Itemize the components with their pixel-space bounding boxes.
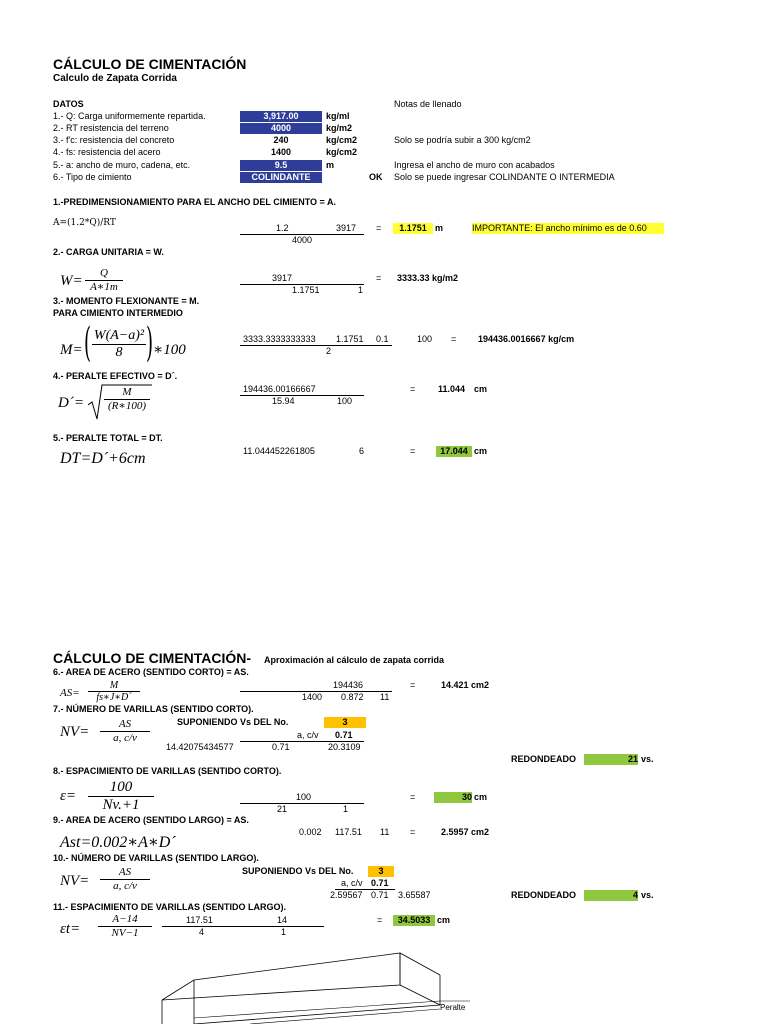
peralte-label: Peralte	[440, 1003, 466, 1012]
step6-formula-lhs: AS=	[60, 687, 80, 699]
step5-unit: cm	[474, 446, 488, 456]
step6-formula-fraction	[88, 680, 140, 703]
step8-heading: 8.- ESPACIMIENTO DE VARILLAS (SENTIDO CORTO).	[53, 766, 282, 776]
step6-eq: =	[410, 680, 416, 690]
step10-redondeado: REDONDEADO	[511, 890, 577, 900]
step2-den2: 1	[358, 285, 364, 295]
input-label-a: 5.- a: ancho de muro, cadena, etc.	[53, 160, 191, 170]
step11-heading: 11.- ESPACIMIENTO DE VARILLAS (SENTIDO LARGO).	[53, 902, 287, 912]
step11-num2: 14	[277, 915, 288, 925]
step5-v2: 6	[359, 446, 365, 456]
footing-drawing	[150, 945, 490, 1024]
step11-unit: cm	[437, 915, 451, 925]
input-rt-unit: kg/m2	[326, 123, 353, 133]
step4-result: 11.044	[438, 384, 466, 394]
step3-num2: 1.1751	[336, 334, 364, 344]
step1-heading: 1.-PREDIMENSIONAMIENTO PARA EL ANCHO DEL CIMIENTO = A.	[53, 197, 336, 207]
input-q-unit: kg/ml	[326, 111, 350, 121]
step4-unit: cm	[474, 384, 488, 394]
input-fc-unit: kg/cm2	[326, 135, 358, 145]
step7-formula-fraction	[100, 718, 150, 745]
step10-v2: 0.71	[371, 890, 389, 900]
input-fs-cell[interactable]: 1400	[270, 147, 292, 157]
step8-num: 100	[296, 792, 312, 802]
step4-formula-den: (R∗100)	[107, 400, 147, 412]
step4-den1: 15.94	[272, 396, 295, 406]
ok-status: OK	[369, 172, 383, 182]
step8-eq: =	[410, 792, 416, 802]
step10-formula-num: AS	[118, 866, 132, 878]
section2-title: CÁLCULO DE CIMENTACIÓN-	[53, 650, 252, 666]
step6-num: 194436	[333, 680, 364, 690]
step10-v1: 2.59567	[330, 890, 363, 900]
step2-formula-den: A∗1m	[90, 281, 118, 293]
step3-formula-num: W(A−a)²	[93, 328, 145, 343]
step6-heading: 6.- AREA DE ACERO (SENTIDO CORTO) = AS.	[53, 667, 249, 677]
step1-num2: 3917	[336, 223, 357, 233]
step3-den: 2	[326, 346, 332, 356]
step3-num4: 100	[417, 334, 433, 344]
step11-den2: 1	[281, 927, 287, 937]
input-fc-cell[interactable]: 240	[273, 135, 289, 145]
step9-eq: =	[410, 827, 416, 837]
step8-formula-den: Nv.+1	[102, 797, 140, 813]
step10-suponiendo: SUPONIENDO Vs DEL No.	[242, 866, 354, 876]
step2-formula-lhs: W=	[60, 273, 83, 289]
step7-v3: 20.3109	[328, 742, 361, 752]
input-label-q: 1.- Q: Carga uniformemente repartida.	[53, 111, 206, 121]
step3-eq: =	[451, 334, 457, 344]
step8-den2: 1	[343, 804, 349, 814]
step2-num: 3917	[272, 273, 293, 283]
step3-formula-lhs: M=	[60, 342, 83, 358]
step2-heading: 2.- CARGA UNITARIA = W.	[53, 247, 164, 257]
page-subtitle: Calculo de Zapata Corrida	[53, 73, 177, 84]
step10-formula-fraction	[100, 866, 150, 893]
step10-rounded: 4	[584, 890, 638, 901]
step1-warning: IMPORTANTE: El ancho mínimo es de 0.60	[472, 223, 664, 234]
step7-vs: vs.	[641, 754, 654, 764]
input-fc-note: Solo se podría subir a 300 kg/cm2	[394, 135, 531, 145]
step8-formula-num: 100	[109, 779, 133, 795]
step10-heading: 10.- NÚMERO DE VARILLAS (SENTIDO LARGO).	[53, 853, 259, 863]
step11-eq: =	[377, 915, 383, 925]
step5-v1: 11.044452261805	[243, 446, 315, 456]
step4-formula-num: M	[122, 386, 132, 398]
step3-formula-den: 8	[115, 345, 123, 360]
step1-eq: =	[376, 223, 382, 233]
step4-eq: =	[410, 384, 416, 394]
step7-redondeado: REDONDEADO	[511, 754, 577, 764]
step7-formula-lhs: NV=	[60, 724, 90, 740]
step5-result: 17.044	[436, 446, 472, 457]
step10-formula-den: a, c/v	[113, 880, 137, 892]
input-fs-unit: kg/cm2	[326, 147, 358, 157]
step3-paren-left: (	[84, 320, 92, 366]
step11-formula-lhs: εt=	[60, 921, 81, 937]
step6-den2: 0.872	[341, 692, 364, 702]
step6-formula-den: fs∗J∗D´	[96, 692, 132, 703]
step1-num1: 1.2	[276, 223, 289, 233]
input-label-tipo: 6.- Tipo de cimiento	[53, 172, 132, 182]
step10-acv-label: a, c/v	[341, 878, 363, 888]
step3-paren-right: )	[146, 320, 154, 366]
step10-formula-lhs: NV=	[60, 873, 90, 889]
step8-formula-fraction	[88, 779, 154, 814]
input-a-note: Ingresa el ancho de muro con acabados	[394, 160, 555, 170]
step6-den1: 1400	[302, 692, 323, 702]
step7-formula-den: a, c/v	[113, 732, 137, 744]
step4-num: 194436.00166667	[243, 384, 316, 394]
step6-den3: 11	[380, 692, 390, 702]
step7-rounded: 21	[584, 754, 638, 765]
step2-eq: =	[376, 273, 382, 283]
step5-formula: DT=D´+6cm	[60, 450, 146, 467]
notes-header: Notas de llenado	[394, 99, 462, 109]
step7-heading: 7.- NÚMERO DE VARILLAS (SENTIDO CORTO).	[53, 704, 254, 714]
step2-result: 3333.33 kg/m2	[397, 273, 459, 283]
input-label-fs: 4.- fs: resistencia del acero	[53, 147, 161, 157]
step3-heading2: PARA CIMIENTO INTERMEDIO	[53, 308, 183, 318]
step4-den2: 100	[337, 396, 353, 406]
step1-formula: A=(1.2*Q)/RT	[53, 218, 116, 228]
step3-fraction-line	[240, 345, 392, 346]
page-title: CÁLCULO DE CIMENTACIÓN	[53, 56, 247, 72]
step9-v3: 11	[380, 827, 390, 837]
step3-formula-tail: ∗100	[153, 342, 186, 358]
step5-eq: =	[410, 446, 416, 456]
input-label-fc: 3.- f'c: resistencia del concreto	[53, 135, 175, 145]
step9-heading: 9.- AREA DE ACERO (SENTIDO LARGO) = AS.	[53, 815, 249, 825]
step3-heading: 3.- MOMENTO FLEXIONANTE = M.	[53, 296, 200, 306]
step7-bar-number[interactable]: 3	[324, 717, 366, 728]
input-q-cell[interactable]: 3,917.00	[240, 111, 322, 122]
step10-v3: 3.65587	[398, 890, 431, 900]
input-a-unit: m	[326, 160, 335, 170]
step7-acv-label: a, c/v	[297, 730, 319, 740]
step7-formula-num: AS	[118, 718, 132, 730]
input-a-cell[interactable]: 9.5	[240, 160, 322, 171]
step11-den1: 4	[199, 927, 205, 937]
step9-result: 2.5957 cm2	[441, 827, 490, 837]
step7-acv-value: 0.71	[335, 730, 353, 740]
step6-result: 14.421 cm2	[441, 680, 490, 690]
datos-label: DATOS	[53, 99, 84, 109]
section2-title-note: Aproximación al cálculo de zapata corrida	[264, 655, 445, 665]
step7-v2: 0.71	[272, 742, 290, 752]
step11-formula-den: NV−1	[111, 927, 139, 939]
step2-formula-fraction	[85, 267, 123, 294]
step3-formula-fraction	[92, 328, 146, 361]
step11-result: 34.5033	[393, 915, 435, 926]
step4-formula-fraction	[104, 386, 150, 413]
step11-formula-fraction	[98, 913, 152, 940]
step11-fraction-line	[162, 926, 324, 927]
step5-heading: 5.- PERALTE TOTAL = DT.	[53, 433, 163, 443]
step10-vs: vs.	[641, 890, 654, 900]
step8-den1: 21	[277, 804, 288, 814]
step11-num1: 117.51	[186, 915, 213, 925]
step1-result: 1.1751	[393, 223, 433, 234]
step2-formula-num: Q	[100, 267, 108, 279]
step11-formula-num: A−14	[112, 913, 138, 925]
step6-formula-num: M	[109, 680, 119, 691]
step8-result: 30	[434, 792, 472, 803]
step3-result: 194436.0016667 kg/cm	[478, 334, 575, 344]
step1-den: 4000	[292, 235, 313, 245]
input-tipo-cell[interactable]: COLINDANTE	[240, 172, 322, 183]
step3-num3: 0.1	[376, 334, 389, 344]
step7-v1: 14.42075434577	[166, 742, 234, 752]
input-rt-cell[interactable]: 4000	[240, 123, 322, 134]
input-label-rt: 2.- RT resistencia del terreno	[53, 123, 169, 133]
step9-v1: 0.002	[299, 827, 322, 837]
step9-v2: 117.51	[335, 827, 362, 837]
step4-heading: 4.- PERALTE EFECTIVO = D´.	[53, 371, 178, 381]
step8-formula-lhs: ε=	[60, 788, 77, 804]
step1-unit: m	[435, 223, 444, 233]
step8-unit: cm	[474, 792, 488, 802]
step7-suponiendo: SUPONIENDO Vs DEL No.	[177, 717, 289, 727]
input-tipo-note: Solo se puede ingresar COLINDANTE O INTERMEDIA	[394, 172, 615, 182]
step10-acv-value: 0.71	[371, 878, 389, 888]
step10-bar-number[interactable]: 3	[368, 866, 394, 877]
step4-formula-lhs: D´=	[58, 395, 84, 411]
step3-num1: 3333.3333333333	[243, 334, 316, 344]
step9-formula: Ast=0.002∗A∗D´	[60, 834, 176, 851]
step2-den1: 1.1751	[292, 285, 320, 295]
